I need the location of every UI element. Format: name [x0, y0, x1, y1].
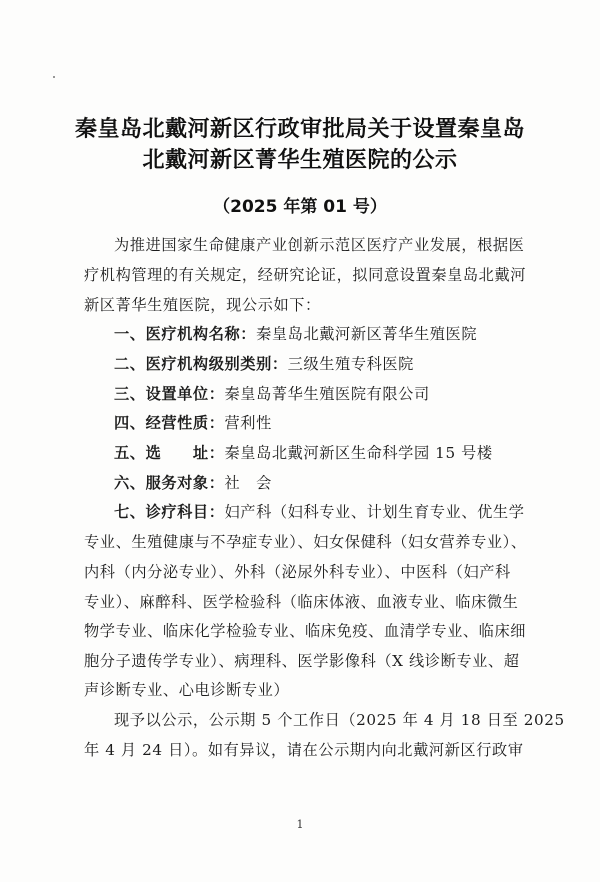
item-establishing-unit — [114, 383, 524, 405]
item-label: 三、设置单位： — [114, 385, 225, 403]
item-label: 七、诊疗科目： — [114, 503, 225, 521]
document-number: （2025 年第 01 号） — [213, 197, 387, 217]
subjects-line: 声诊断专业、心电诊断专业） — [84, 681, 290, 699]
item-business-nature — [114, 412, 524, 434]
item-label: 一、医疗机构名称： — [114, 325, 257, 343]
item-label: 四、经营性质： — [114, 414, 225, 432]
item-label: 六、服务对象： — [114, 474, 225, 492]
item-value: 秦皇岛北戴河新区菁华生殖医院 — [256, 325, 478, 343]
item-medical-subjects — [114, 501, 524, 523]
item-value: 秦皇岛菁华生殖医院有限公司 — [224, 385, 430, 403]
item-service-target — [114, 472, 524, 494]
closing-line: 年 4 月 24 日）。如有异议，请在公示期内向北戴河新区行政审 — [84, 741, 524, 759]
item-label: 二、医疗机构级别类别： — [114, 355, 288, 373]
subjects-line: 专业）、麻醉科、医学检验科（临床体液、血液专业、临床微生 — [84, 593, 519, 611]
page-number: 1 — [296, 818, 304, 831]
item-institution-name — [114, 323, 524, 345]
item-institution-level — [114, 353, 524, 375]
intro-line: 为推进国家生命健康产业创新示范区医疗产业发展，根据医 — [114, 236, 525, 254]
closing-line: 现予以公示，公示期 5 个工作日（2025 年 4 月 18 日至 2025 — [114, 711, 565, 729]
subjects-line: 胞分子遗传学专业）、病理科、医学影像科（X 线诊断专业、超 — [84, 652, 520, 670]
subjects-line: 内科（内分泌专业）、外科（泌尿外科专业）、中医科（妇产科 — [84, 563, 511, 581]
item-value: 营利性 — [224, 414, 272, 432]
item-value: 妇产科（妇科专业、计划生育专业、优生学 — [224, 503, 525, 521]
item-value: 秦皇岛北戴河新区生命科学园 15 号楼 — [224, 444, 493, 462]
subjects-line: 物学专业、临床化学检验专业、临床免疫、血清学专业、临床细 — [84, 622, 527, 640]
item-value: 三级生殖专科医院 — [287, 355, 414, 373]
subjects-line: 专业、生殖健康与不孕症专业）、妇女保健科（妇女营养专业）、 — [84, 533, 527, 551]
item-value: 社 会 — [224, 474, 272, 492]
item-label: 五、选 址： — [114, 444, 225, 462]
document-title-line-2: 北戴河新区菁华生殖医院的公示 — [142, 148, 458, 173]
intro-line: 疗机构管理的有关规定，经研究论证，拟同意设置秦皇岛北戴河 — [84, 266, 527, 284]
intro-line: 新区菁华生殖医院，现公示如下： — [84, 296, 321, 314]
document-title-line-1: 秦皇岛北戴河新区行政审批局关于设置秦皇岛 — [74, 117, 525, 142]
scan-speck — [53, 76, 55, 78]
item-site-address — [114, 442, 524, 464]
